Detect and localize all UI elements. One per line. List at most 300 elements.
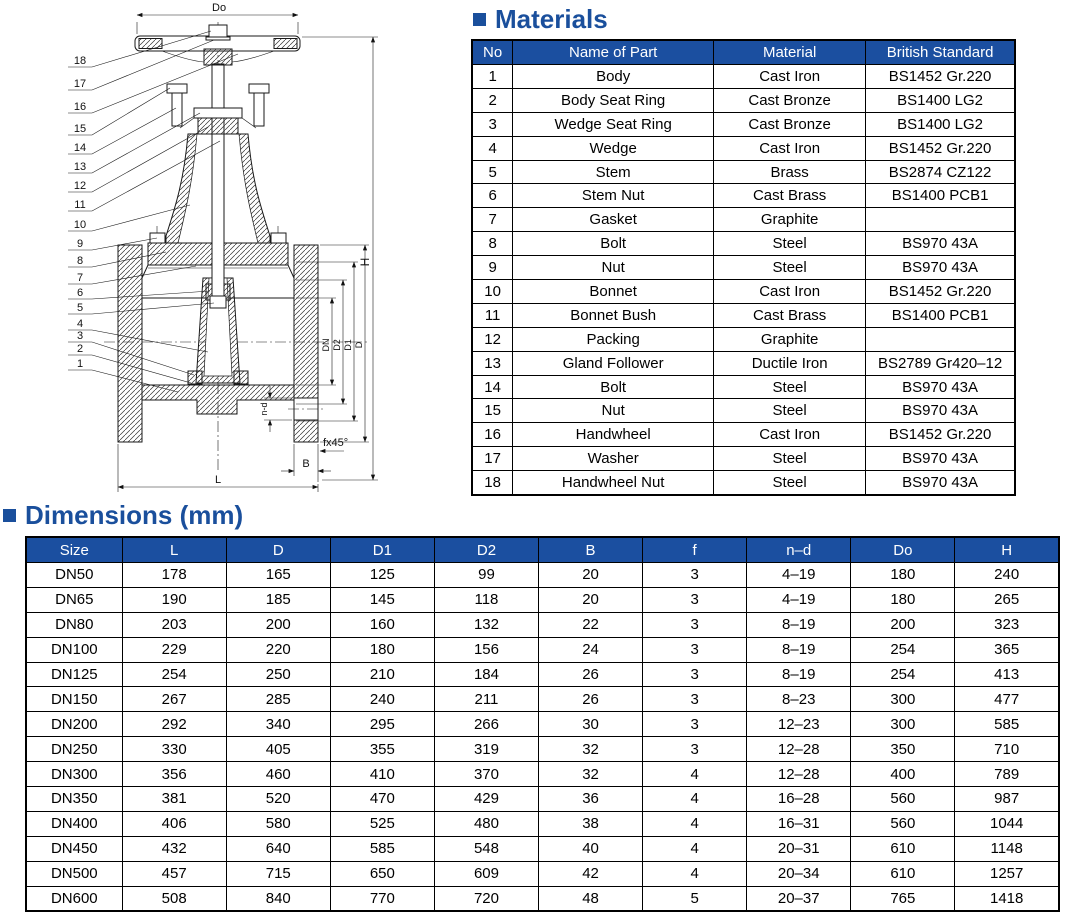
table-cell: Steel xyxy=(714,447,866,471)
column-header: British Standard xyxy=(866,40,1015,65)
part-number: 16 xyxy=(73,101,87,113)
table-cell: 300 xyxy=(851,687,955,712)
table-cell: 240 xyxy=(330,687,434,712)
table-cell: DN50 xyxy=(26,563,122,588)
column-header: D1 xyxy=(330,537,434,563)
table-cell: 12–28 xyxy=(747,737,851,762)
dim-label-l: L xyxy=(214,474,222,486)
table-cell: BS970 43A xyxy=(866,447,1015,471)
table-cell: 1418 xyxy=(955,886,1059,911)
table-cell: 118 xyxy=(434,587,538,612)
table-cell: 185 xyxy=(226,587,330,612)
table-cell: 470 xyxy=(330,787,434,812)
gate-valve-section-drawing xyxy=(0,0,470,500)
dim-label-d1: D1 xyxy=(343,339,353,351)
table-cell: 8 xyxy=(472,232,513,256)
column-header: B xyxy=(539,537,643,563)
dimensions-table xyxy=(25,536,1060,912)
table-row xyxy=(472,160,1015,184)
table-cell: 413 xyxy=(955,662,1059,687)
table-cell: 20–31 xyxy=(747,836,851,861)
table-cell: 340 xyxy=(226,712,330,737)
part-number: 10 xyxy=(73,219,87,231)
dim-label-dn: DN xyxy=(321,338,331,352)
table-cell: 987 xyxy=(955,787,1059,812)
table-cell: DN100 xyxy=(26,637,122,662)
dimensions-body xyxy=(26,563,1059,912)
table-cell: BS2789 Gr420–12 xyxy=(866,351,1015,375)
table-cell: Body xyxy=(513,65,714,89)
table-cell: 8–19 xyxy=(747,662,851,687)
table-cell: 1257 xyxy=(955,861,1059,886)
table-cell xyxy=(866,208,1015,232)
table-cell xyxy=(866,327,1015,351)
table-cell: BS1400 LG2 xyxy=(866,88,1015,112)
table-cell: Handwheel Nut xyxy=(513,471,714,495)
table-cell: 4 xyxy=(643,787,747,812)
table-cell: Nut xyxy=(513,256,714,280)
table-cell: Graphite xyxy=(714,208,866,232)
table-cell: 480 xyxy=(434,811,538,836)
part-number: 8 xyxy=(76,255,84,267)
table-cell: BS1452 Gr.220 xyxy=(866,280,1015,304)
table-row xyxy=(472,423,1015,447)
materials-title-text: Materials xyxy=(495,4,608,34)
column-header: D xyxy=(226,537,330,563)
table-cell: 229 xyxy=(122,637,226,662)
dim-b xyxy=(281,444,331,482)
table-row xyxy=(472,399,1015,423)
table-cell: BS1452 Gr.220 xyxy=(866,65,1015,89)
table-cell: 770 xyxy=(330,886,434,911)
table-cell: DN250 xyxy=(26,737,122,762)
part-number: 7 xyxy=(76,272,84,284)
table-cell: 6 xyxy=(472,184,513,208)
table-cell: 30 xyxy=(539,712,643,737)
table-cell: 295 xyxy=(330,712,434,737)
table-cell: 40 xyxy=(539,836,643,861)
dim-label-nd: n-d xyxy=(259,402,269,416)
materials-table xyxy=(471,39,1016,496)
table-cell: 4 xyxy=(643,811,747,836)
table-cell: 789 xyxy=(955,762,1059,787)
part-number: 18 xyxy=(73,55,87,67)
table-row xyxy=(26,861,1059,886)
part-number: 11 xyxy=(74,199,86,211)
table-cell: 38 xyxy=(539,811,643,836)
table-cell: 180 xyxy=(851,563,955,588)
table-cell: 350 xyxy=(851,737,955,762)
table-cell: 765 xyxy=(851,886,955,911)
table-cell: 610 xyxy=(851,861,955,886)
materials-body xyxy=(472,65,1015,496)
table-cell: 265 xyxy=(955,587,1059,612)
table-cell: Cast Iron xyxy=(714,65,866,89)
table-cell: 610 xyxy=(851,836,955,861)
table-row xyxy=(472,112,1015,136)
table-cell: 165 xyxy=(226,563,330,588)
table-cell: 429 xyxy=(434,787,538,812)
table-cell: 250 xyxy=(226,662,330,687)
table-cell: 525 xyxy=(330,811,434,836)
table-cell: 323 xyxy=(955,612,1059,637)
table-cell: 330 xyxy=(122,737,226,762)
table-cell: 20 xyxy=(539,563,643,588)
table-cell: 254 xyxy=(122,662,226,687)
column-header: Material xyxy=(714,40,866,65)
part-number: 6 xyxy=(76,287,84,299)
part-number: 1 xyxy=(76,358,84,370)
table-cell: Gland Follower xyxy=(513,351,714,375)
table-cell: 180 xyxy=(330,637,434,662)
table-cell: 8–19 xyxy=(747,637,851,662)
dimensions-title xyxy=(3,502,1065,528)
table-cell: 11 xyxy=(472,303,513,327)
table-cell: 400 xyxy=(851,762,955,787)
dimensions-section xyxy=(3,500,1065,912)
column-header: L xyxy=(122,537,226,563)
part-number: 15 xyxy=(73,123,87,135)
dim-label-d: D xyxy=(354,341,364,349)
table-row xyxy=(26,811,1059,836)
body-seat-ring xyxy=(188,371,202,384)
table-cell: BS2874 CZ122 xyxy=(866,160,1015,184)
dimensions-title-text: Dimensions (mm) xyxy=(25,500,244,530)
table-cell: 355 xyxy=(330,737,434,762)
table-cell: Brass xyxy=(714,160,866,184)
table-cell: 220 xyxy=(226,637,330,662)
table-row xyxy=(472,208,1015,232)
table-cell: BS970 43A xyxy=(866,256,1015,280)
table-cell: 560 xyxy=(851,787,955,812)
table-cell: Steel xyxy=(714,375,866,399)
table-cell: Cast Bronze xyxy=(714,88,866,112)
table-row xyxy=(472,471,1015,495)
table-cell: 200 xyxy=(226,612,330,637)
table-cell: 3 xyxy=(643,563,747,588)
table-cell: BS1452 Gr.220 xyxy=(866,136,1015,160)
table-cell: DN300 xyxy=(26,762,122,787)
table-cell: 3 xyxy=(643,637,747,662)
table-cell: 125 xyxy=(330,563,434,588)
table-row xyxy=(26,563,1059,588)
table-row xyxy=(26,687,1059,712)
table-cell: Wedge xyxy=(513,136,714,160)
table-cell: Cast Brass xyxy=(714,303,866,327)
table-row xyxy=(472,136,1015,160)
table-cell: 319 xyxy=(434,737,538,762)
table-cell: 3 xyxy=(643,687,747,712)
column-header: n–d xyxy=(747,537,851,563)
part-number: 14 xyxy=(73,142,87,154)
table-cell: 560 xyxy=(851,811,955,836)
table-cell: 285 xyxy=(226,687,330,712)
table-cell: 406 xyxy=(122,811,226,836)
table-cell: DN450 xyxy=(26,836,122,861)
table-cell: BS1400 LG2 xyxy=(866,112,1015,136)
table-cell: 1148 xyxy=(955,836,1059,861)
body-bottom xyxy=(142,385,294,414)
part-number: 3 xyxy=(76,330,84,342)
table-cell: Bolt xyxy=(513,232,714,256)
dim-label-h: H xyxy=(358,257,372,267)
table-cell: 640 xyxy=(226,836,330,861)
table-cell: Cast Iron xyxy=(714,280,866,304)
table-cell: BS970 43A xyxy=(866,375,1015,399)
table-cell: 211 xyxy=(434,687,538,712)
table-row xyxy=(472,256,1015,280)
column-header: D2 xyxy=(434,537,538,563)
table-cell: 15 xyxy=(472,399,513,423)
table-cell: 1 xyxy=(472,65,513,89)
table-cell: 132 xyxy=(434,612,538,637)
table-cell: 460 xyxy=(226,762,330,787)
table-cell: 254 xyxy=(851,662,955,687)
table-cell: 14 xyxy=(472,375,513,399)
materials-section xyxy=(471,4,1016,496)
table-cell: 24 xyxy=(539,637,643,662)
table-cell: 370 xyxy=(434,762,538,787)
table-cell: 710 xyxy=(955,737,1059,762)
table-cell: Bonnet xyxy=(513,280,714,304)
table-row xyxy=(26,587,1059,612)
column-header: Size xyxy=(26,537,122,563)
table-cell: DN350 xyxy=(26,787,122,812)
table-cell: 405 xyxy=(226,737,330,762)
table-cell: 650 xyxy=(330,861,434,886)
table-row xyxy=(472,351,1015,375)
table-cell: 20–34 xyxy=(747,861,851,886)
table-row xyxy=(472,280,1015,304)
column-header: f xyxy=(643,537,747,563)
table-cell: 4–19 xyxy=(747,587,851,612)
table-cell: Body Seat Ring xyxy=(513,88,714,112)
table-cell: BS970 43A xyxy=(866,399,1015,423)
table-cell: 3 xyxy=(472,112,513,136)
stem xyxy=(210,64,226,308)
table-cell: 508 xyxy=(122,886,226,911)
table-cell: 267 xyxy=(122,687,226,712)
table-cell: 16–31 xyxy=(747,811,851,836)
table-cell: 8–23 xyxy=(747,687,851,712)
table-cell: 7 xyxy=(472,208,513,232)
table-cell: 145 xyxy=(330,587,434,612)
table-cell: 8–19 xyxy=(747,612,851,637)
table-cell: 184 xyxy=(434,662,538,687)
table-cell: Cast Bronze xyxy=(714,112,866,136)
table-row xyxy=(472,184,1015,208)
table-cell: Handwheel xyxy=(513,423,714,447)
table-cell: BS1400 PCB1 xyxy=(866,303,1015,327)
table-cell: 156 xyxy=(434,637,538,662)
table-row xyxy=(26,737,1059,762)
table-cell: BS1452 Gr.220 xyxy=(866,423,1015,447)
table-cell: 410 xyxy=(330,762,434,787)
table-cell: Steel xyxy=(714,471,866,495)
part-number: 4 xyxy=(76,318,84,330)
table-cell: Gasket xyxy=(513,208,714,232)
table-cell: 12–28 xyxy=(747,762,851,787)
table-row xyxy=(26,712,1059,737)
table-cell: 22 xyxy=(539,612,643,637)
table-cell: Cast Iron xyxy=(714,136,866,160)
table-cell: 840 xyxy=(226,886,330,911)
table-cell: 548 xyxy=(434,836,538,861)
column-header: Name of Part xyxy=(513,40,714,65)
table-cell: 12 xyxy=(472,327,513,351)
table-row xyxy=(472,65,1015,89)
table-cell: 42 xyxy=(539,861,643,886)
part-number: 12 xyxy=(73,180,87,192)
wedge-seat-ring xyxy=(234,371,248,384)
table-cell: 3 xyxy=(643,662,747,687)
handwheel xyxy=(135,25,300,65)
table-cell: 13 xyxy=(472,351,513,375)
table-cell: DN150 xyxy=(26,687,122,712)
table-cell: 3 xyxy=(643,587,747,612)
dimensions-header-row xyxy=(26,537,1059,563)
column-header: No xyxy=(472,40,513,65)
table-cell: 609 xyxy=(434,861,538,886)
table-cell: 4–19 xyxy=(747,563,851,588)
table-cell: 20–37 xyxy=(747,886,851,911)
table-cell: 1044 xyxy=(955,811,1059,836)
table-row xyxy=(26,787,1059,812)
table-cell: Packing xyxy=(513,327,714,351)
table-row xyxy=(472,303,1015,327)
table-cell: 36 xyxy=(539,787,643,812)
table-cell: 12–23 xyxy=(747,712,851,737)
table-cell: 5 xyxy=(643,886,747,911)
table-cell: 2 xyxy=(472,88,513,112)
table-cell: DN500 xyxy=(26,861,122,886)
table-cell: 203 xyxy=(122,612,226,637)
table-cell: Cast Brass xyxy=(714,184,866,208)
part-number: 13 xyxy=(73,161,87,173)
table-cell: 99 xyxy=(434,563,538,588)
table-cell: DN600 xyxy=(26,886,122,911)
table-cell: DN200 xyxy=(26,712,122,737)
table-cell: 5 xyxy=(472,160,513,184)
table-cell: 3 xyxy=(643,712,747,737)
table-row xyxy=(26,762,1059,787)
table-cell: 10 xyxy=(472,280,513,304)
table-cell: BS970 43A xyxy=(866,471,1015,495)
table-row xyxy=(26,612,1059,637)
table-cell: DN65 xyxy=(26,587,122,612)
table-cell: 720 xyxy=(434,886,538,911)
table-row xyxy=(472,88,1015,112)
table-cell: 4 xyxy=(643,836,747,861)
table-cell: 4 xyxy=(472,136,513,160)
table-cell: 585 xyxy=(330,836,434,861)
table-cell: Steel xyxy=(714,256,866,280)
table-cell: Cast Iron xyxy=(714,423,866,447)
materials-title xyxy=(473,6,1016,32)
table-cell: 254 xyxy=(851,637,955,662)
table-cell: 381 xyxy=(122,787,226,812)
table-cell: 266 xyxy=(434,712,538,737)
table-cell: Steel xyxy=(714,399,866,423)
table-cell: 32 xyxy=(539,737,643,762)
table-cell: BS1400 PCB1 xyxy=(866,184,1015,208)
table-cell: 20 xyxy=(539,587,643,612)
table-cell: Steel xyxy=(714,232,866,256)
column-header: H xyxy=(955,537,1059,563)
table-cell: 3 xyxy=(643,612,747,637)
table-cell: DN400 xyxy=(26,811,122,836)
table-cell: Bonnet Bush xyxy=(513,303,714,327)
dim-label-chamfer: fx45° xyxy=(323,437,349,449)
table-cell: 585 xyxy=(955,712,1059,737)
part-number: 5 xyxy=(76,302,84,314)
table-cell: 580 xyxy=(226,811,330,836)
table-cell: 16–28 xyxy=(747,787,851,812)
square-bullet-icon xyxy=(3,509,16,522)
table-cell: 17 xyxy=(472,447,513,471)
table-cell: 16 xyxy=(472,423,513,447)
table-cell: Graphite xyxy=(714,327,866,351)
dim-label-do: Do xyxy=(212,2,227,14)
table-cell: Stem Nut xyxy=(513,184,714,208)
table-cell: 457 xyxy=(122,861,226,886)
table-cell: 4 xyxy=(643,762,747,787)
table-row xyxy=(26,662,1059,687)
table-cell: DN125 xyxy=(26,662,122,687)
table-cell: BS970 43A xyxy=(866,232,1015,256)
dim-chamfer xyxy=(320,437,348,451)
table-cell: 715 xyxy=(226,861,330,886)
table-cell: 26 xyxy=(539,687,643,712)
table-row xyxy=(26,836,1059,861)
table-cell: 178 xyxy=(122,563,226,588)
table-cell: 432 xyxy=(122,836,226,861)
table-cell: 48 xyxy=(539,886,643,911)
table-cell: 240 xyxy=(955,563,1059,588)
table-cell: 160 xyxy=(330,612,434,637)
table-cell: Stem xyxy=(513,160,714,184)
table-cell: 18 xyxy=(472,471,513,495)
table-cell: DN80 xyxy=(26,612,122,637)
column-header: Do xyxy=(851,537,955,563)
table-row xyxy=(472,327,1015,351)
dim-label-b: B xyxy=(302,458,310,470)
table-cell: 200 xyxy=(851,612,955,637)
table-cell: 356 xyxy=(122,762,226,787)
table-cell: 26 xyxy=(539,662,643,687)
table-cell: Bolt xyxy=(513,375,714,399)
table-cell: 3 xyxy=(643,737,747,762)
table-cell: 365 xyxy=(955,637,1059,662)
table-cell: 180 xyxy=(851,587,955,612)
table-cell: 9 xyxy=(472,256,513,280)
table-cell: 210 xyxy=(330,662,434,687)
table-row xyxy=(472,232,1015,256)
part-number: 2 xyxy=(76,343,84,355)
square-bullet-icon xyxy=(473,13,486,26)
table-cell: 292 xyxy=(122,712,226,737)
table-cell: 190 xyxy=(122,587,226,612)
table-cell: Ductile Iron xyxy=(714,351,866,375)
table-cell: 477 xyxy=(955,687,1059,712)
table-cell: Washer xyxy=(513,447,714,471)
table-cell: 32 xyxy=(539,762,643,787)
handwheel-nut xyxy=(209,25,227,37)
table-cell: 520 xyxy=(226,787,330,812)
materials-header-row xyxy=(472,40,1015,65)
table-cell: 4 xyxy=(643,861,747,886)
table-row xyxy=(26,886,1059,911)
